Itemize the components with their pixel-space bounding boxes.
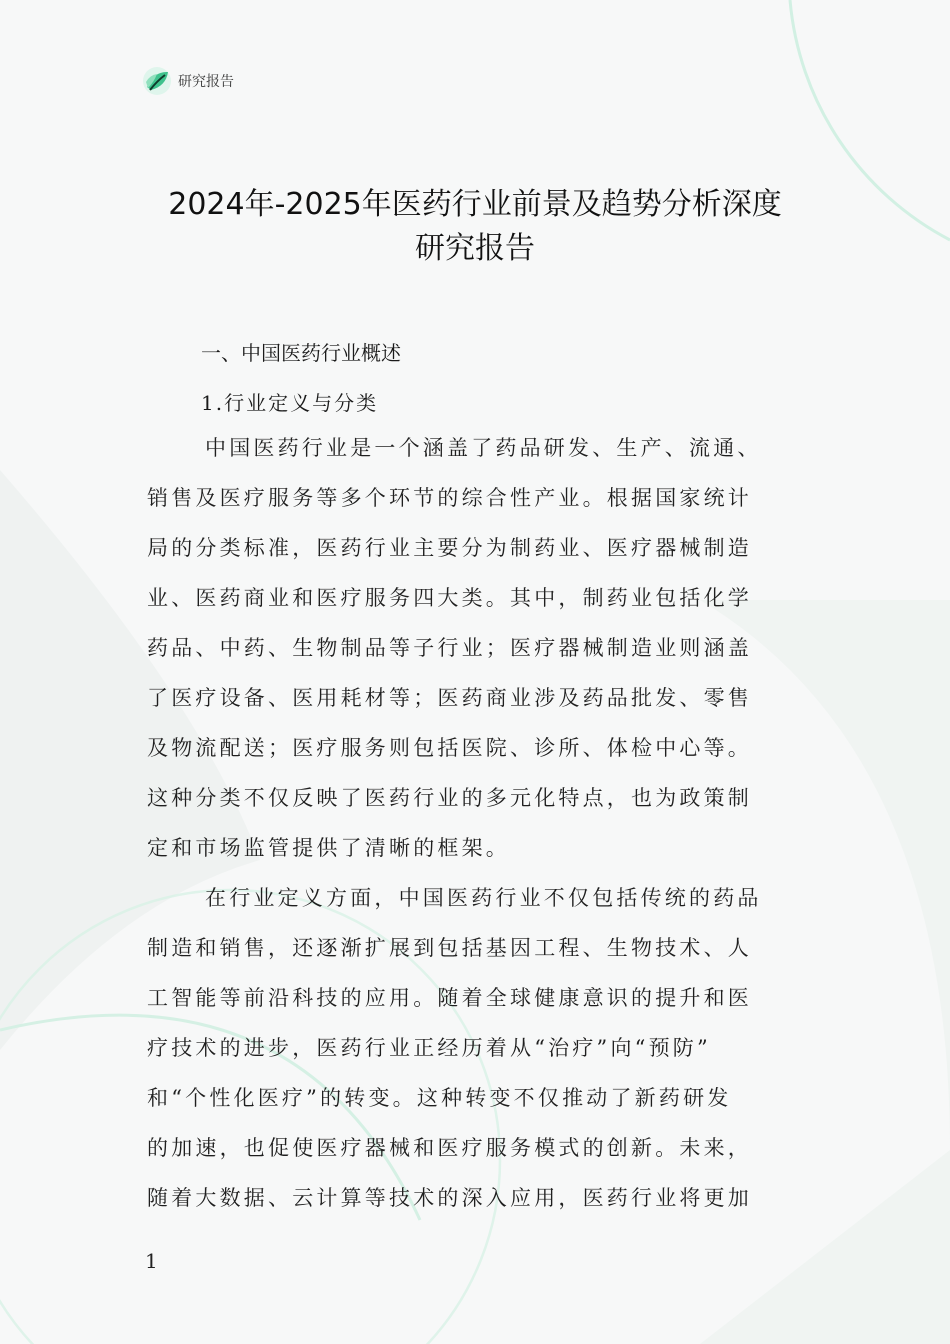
paragraph-line: 制造和销售，还逐渐扩展到包括基因工程、生物技术、人 xyxy=(147,936,752,960)
document-body xyxy=(147,333,807,1223)
paragraph-1 xyxy=(147,423,807,873)
paragraph-line: 中国医药行业是一个涵盖了药品研发、生产、流通、 xyxy=(205,436,762,460)
paragraph-line: 和“个性化医疗”的转变。这种转变不仅推动了新药研发 xyxy=(147,1086,732,1110)
document-header xyxy=(142,66,234,96)
page-title xyxy=(100,183,850,271)
paragraph-line: 定和市场监管提供了清晰的框架。 xyxy=(147,836,510,860)
paragraph-line: 业、医药商业和医疗服务四大类。其中，制药业包括化学 xyxy=(147,586,752,610)
paragraph-line: 的加速，也促使医疗器械和医疗服务模式的创新。未来， xyxy=(147,1136,752,1160)
leaf-logo-icon xyxy=(142,66,172,96)
paragraph-line: 在行业定义方面，中国医药行业不仅包括传统的药品 xyxy=(205,886,762,910)
paragraph-line: 工智能等前沿科技的应用。随着全球健康意识的提升和医 xyxy=(147,986,752,1010)
paragraph-line: 药品、中药、生物制品等子行业；医疗器械制造业则涵盖 xyxy=(147,636,752,660)
paragraph-line: 局的分类标准，医药行业主要分为制药业、医疗器械制造 xyxy=(147,536,752,560)
paragraph-line: 及物流配送；医疗服务则包括医院、诊所、体检中心等。 xyxy=(147,736,752,760)
paragraph-2 xyxy=(147,873,807,1223)
paragraph-line: 了医疗设备、医用耗材等；医药商业涉及药品批发、零售 xyxy=(147,686,752,710)
paragraph-line: 疗技术的进步，医药行业正经历着从“治疗”向“预防” xyxy=(147,1036,711,1060)
paragraph-line: 这种分类不仅反映了医药行业的多元化特点，也为政策制 xyxy=(147,786,752,810)
paragraph-line: 随着大数据、云计算等技术的深入应用，医药行业将更加 xyxy=(147,1186,752,1210)
header-label: 研究报告 xyxy=(178,74,234,90)
section-subheading: 1.行业定义与分类 xyxy=(201,391,379,415)
page-number: 1 xyxy=(145,1249,158,1273)
title-line-2: 研究报告 xyxy=(415,231,535,266)
paragraph-line: 销售及医疗服务等多个环节的综合性产业。根据国家统计 xyxy=(147,486,752,510)
title-line-1: 2024年-2025年医药行业前景及趋势分析深度 xyxy=(168,187,782,222)
section-heading: 一、中国医药行业概述 xyxy=(201,341,401,365)
